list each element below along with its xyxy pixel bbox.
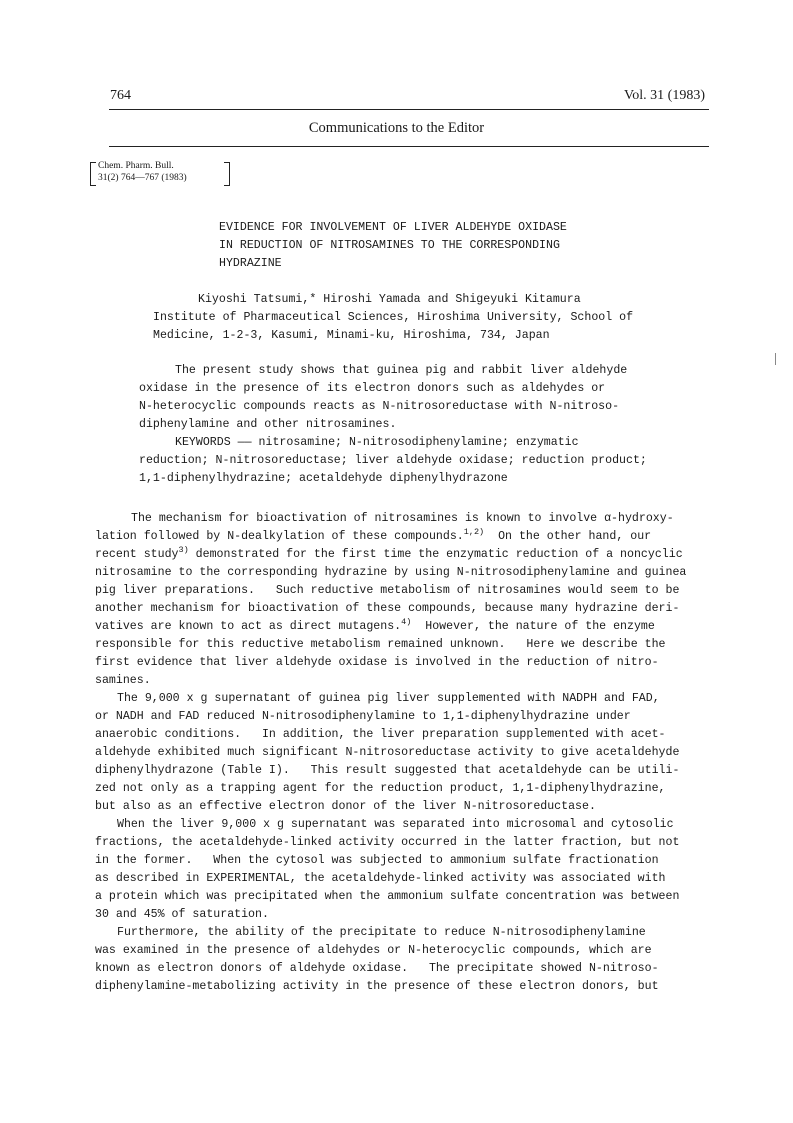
authors: Kiyoshi Tatsumi,* Hiroshi Yamada and Shigeyuki Kitamura [198, 293, 581, 306]
citation-volume: 31(2) 764—767 (1983) [98, 173, 187, 183]
body-p1-line-10: samines. [95, 674, 151, 687]
citation-block [90, 160, 230, 220]
body-p1-l3-text-cont: demonstrated for the first time the enzymatic reduction of a noncyclic [188, 548, 683, 561]
body-p2-line-2: or NADH and FAD reduced N-nitrosodiphenylamine to 1,1-diphenylhydrazine under [95, 710, 631, 723]
abstract-line-4: diphenylamine and other nitrosamines. [139, 418, 397, 431]
body-p1-l2-text: lation followed by N-dealkylation of these compounds. [95, 530, 464, 543]
section-rule [109, 146, 709, 147]
body-p3-line-6: 30 and 45% of saturation. [95, 908, 269, 921]
body-p4-line-1: Furthermore, the ability of the precipitate to reduce N-nitrosodiphenylamine [117, 926, 646, 939]
affiliation-line-1: Institute of Pharmaceutical Sciences, Hiroshima University, School of [153, 311, 634, 324]
volume-info: Vol. 31 (1983) [623, 88, 705, 103]
body-p1-line-2 [95, 528, 651, 546]
keywords-text-1: nitrosamine; N-nitrosodiphenylamine; enzymatic [258, 436, 579, 449]
body-p1-l3-text: recent study [95, 548, 179, 561]
title-line-1: EVIDENCE FOR INVOLVEMENT OF LIVER ALDEHYDE OXIDASE [219, 221, 567, 234]
body-p1-line-3 [95, 546, 683, 564]
body-p2-line-6: zed not only as a trapping agent for the reduction product, 1,1-diphenylhydrazine, [95, 782, 666, 795]
abstract-line-2: oxidase in the presence of its electron donors such as aldehydes or [139, 382, 606, 395]
body-p3-line-2: fractions, the acetaldehyde-linked activity occurred in the latter fraction, but not [95, 836, 680, 849]
abstract-line-3: N-heterocyclic compounds reacts as N-nitrosoreductase with N-nitroso- [139, 400, 620, 413]
body-p4-line-2: was examined in the presence of aldehydes or N-heterocyclic compounds, which are [95, 944, 652, 957]
body-p3-line-3: in the former. When the cytosol was subjected to ammonium sulfate fractionation [95, 854, 659, 867]
page-number: 764 [110, 88, 131, 103]
body-p3-line-4: as described in EXPERIMENTAL, the acetaldehyde-linked activity was associated with [95, 872, 666, 885]
citation-bracket-right [224, 162, 230, 186]
margin-mark [775, 353, 776, 365]
body-p3-line-5: a protein which was precipitated when the ammonium sulfate concentration was between [95, 890, 680, 903]
body-p2-line-7: but also as an effective electron donor of the liver N-nitrosoreductase. [95, 800, 596, 813]
body-p3-line-1: When the liver 9,000 x g supernatant was separated into microsomal and cytosolic [117, 818, 674, 831]
body-p1-line-7 [95, 618, 655, 636]
title-line-3: HYDRAZINE [219, 257, 282, 270]
body-p1-l7-text-cont: However, the nature of the enzyme [411, 620, 655, 633]
section-heading: Communications to the Editor [308, 120, 485, 136]
keywords-line-2: reduction; N-nitrosoreductase; liver aldehyde oxidase; reduction product; [139, 454, 647, 467]
citation-journal: Chem. Pharm. Bull. [98, 161, 174, 171]
citation-bracket-left [90, 162, 96, 186]
header-rule [109, 109, 709, 110]
body-p1-l2-text-cont: On the other hand, our [484, 530, 652, 543]
keywords-line-1 [175, 434, 579, 452]
body-p2-line-1: The 9,000 x g supernatant of guinea pig liver supplemented with NADPH and FAD, [117, 692, 660, 705]
body-p2-line-5: diphenylhydrazone (Table I). This result suggested that acetaldehyde can be utili- [95, 764, 680, 777]
reference-superscript: 3) [178, 545, 189, 555]
abstract-line-1: The present study shows that guinea pig and rabbit liver aldehyde [175, 364, 628, 377]
keywords-label: KEYWORDS [175, 436, 231, 449]
body-p1-line-8: responsible for this reductive metabolism remained unknown. Here we describe the [95, 638, 666, 651]
body-p1-line-1: The mechanism for bioactivation of nitrosamines is known to involve α-hydroxy- [131, 512, 674, 525]
affiliation-line-2: Medicine, 1-2-3, Kasumi, Minami-ku, Hiroshima, 734, Japan [153, 329, 550, 342]
body-p1-line-6: another mechanism for bioactivation of these compounds, because many hydrazine deri- [95, 602, 680, 615]
body-p4-line-3: known as electron donors of aldehyde oxidase. The precipitate showed N-nitroso- [95, 962, 659, 975]
reference-superscript: 1,2) [463, 527, 485, 537]
body-p4-line-4: diphenylamine-metabolizing activity in the presence of these electron donors, but [95, 980, 659, 993]
body-p2-line-3: anaerobic conditions. In addition, the liver preparation supplemented with acet- [95, 728, 666, 741]
body-p1-line-9: first evidence that liver aldehyde oxidase is involved in the reduction of nitro- [95, 656, 659, 669]
body-p2-line-4: aldehyde exhibited much significant N-nitrosoreductase activity to give acetaldehyde [95, 746, 680, 759]
body-p1-line-4: nitrosamine to the corresponding hydrazine by using N-nitrosodiphenylamine and guinea [95, 566, 687, 579]
body-p1-l7-text: vatives are known to act as direct mutagens. [95, 620, 402, 633]
body-p1-line-5: pig liver preparations. Such reductive metabolism of nitrosamines would seem to be [95, 584, 680, 597]
reference-superscript: 4) [401, 617, 412, 627]
title-line-2: IN REDUCTION OF NITROSAMINES TO THE CORRESPONDING [219, 239, 560, 252]
keywords-dash: —— [237, 436, 252, 449]
keywords-line-3: 1,1-diphenylhydrazine; acetaldehyde diphenylhydrazone [139, 472, 508, 485]
